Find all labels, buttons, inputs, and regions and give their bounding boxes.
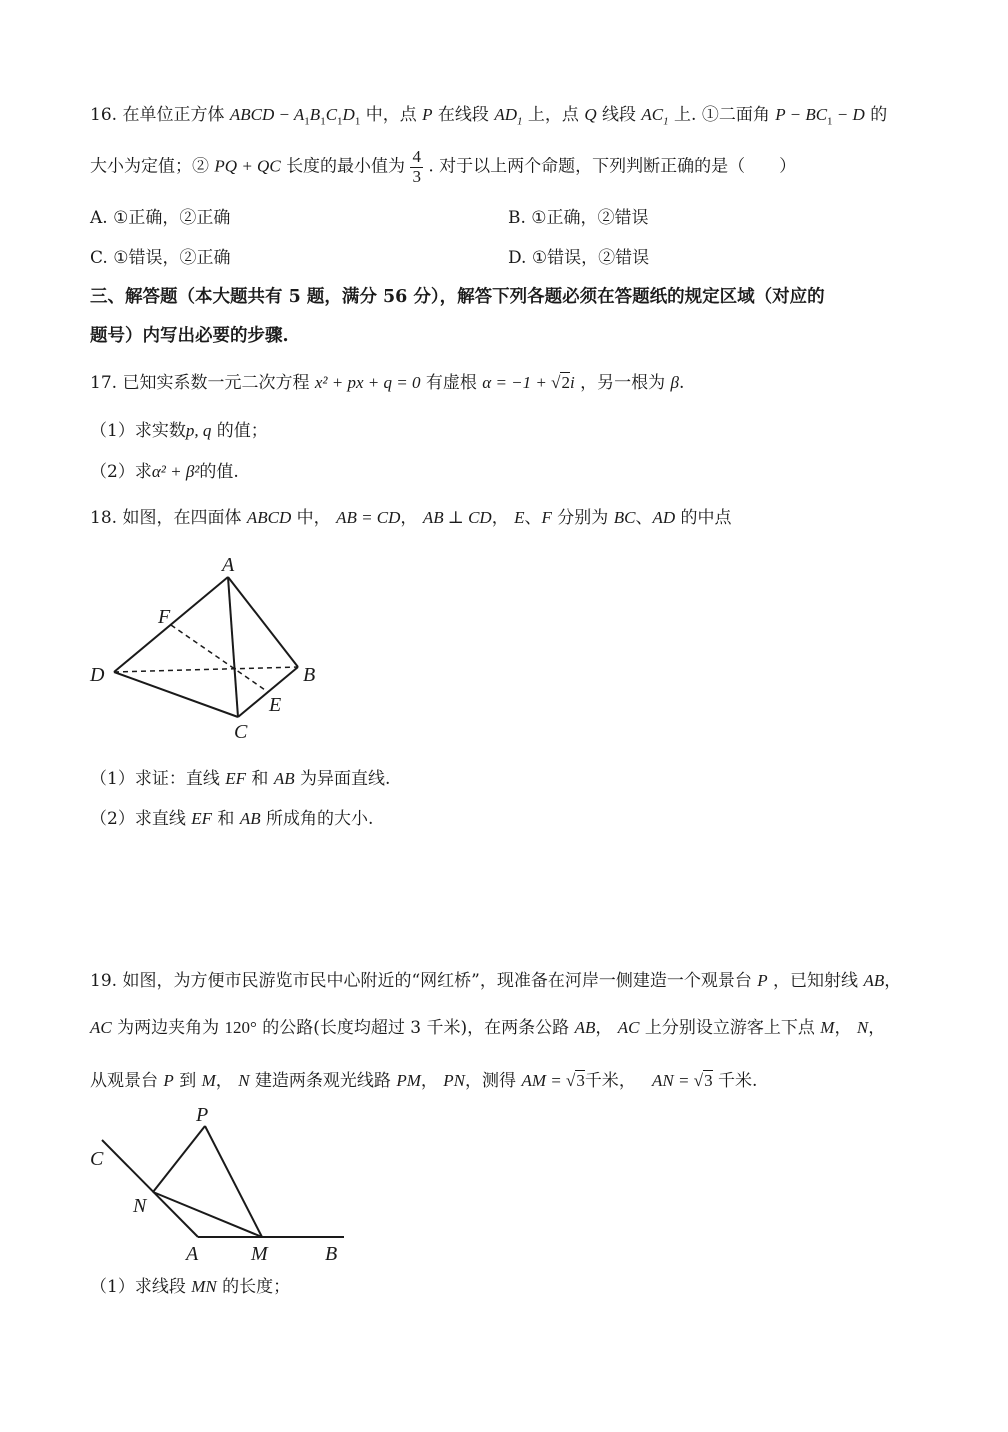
q19-text: 建造两条观光线路 (254, 1071, 391, 1091)
q16-number: 16. (90, 105, 118, 125)
fraction-4-3: $\frac{4}{3}$ (412, 147, 421, 186)
q16-text: 在单位正方体 (122, 105, 225, 125)
label-d: D (90, 664, 105, 686)
q18-text: 如图，在四面体 (122, 508, 242, 528)
q17-text: ，另一根为 (580, 373, 666, 393)
ray-ac: AC (617, 1018, 640, 1037)
option-d: D. ①错误，②错误 (508, 248, 650, 268)
q16-text: 在线段 (437, 105, 489, 125)
q17-text: 的值. (199, 462, 239, 482)
quadratic-equation: x² + px + q = 0 (314, 373, 421, 392)
q17-text: 的值； (216, 421, 268, 441)
path-pm-line (205, 1126, 262, 1237)
length-an: AN = √3 (652, 1071, 713, 1090)
point-e: E (514, 508, 525, 527)
q19-line1: 19. 如图，为方便市民游览市民中心附近的“网红桥”，现准备在河岸一侧建造一个观景台 P ，已知射线 AB， (90, 971, 902, 991)
q18-text: 中， (296, 508, 331, 528)
label-e: E (269, 694, 282, 716)
label-b2: B (325, 1243, 338, 1265)
q19-part1 (90, 1272, 290, 1297)
var-m: M (201, 1071, 216, 1090)
q18-text: （2）求直线 (90, 809, 186, 829)
angle-value: 120° (224, 1018, 257, 1037)
q16-text: 大小为定值；② (90, 156, 209, 177)
segment-nm-line (153, 1192, 262, 1237)
q17-text: （1）求实数 (90, 421, 186, 441)
q19-text: 为两边夹角为 (117, 1018, 220, 1038)
q16-text: 的 (870, 105, 888, 125)
label-f: F (158, 606, 171, 628)
var-n: N (238, 1071, 250, 1090)
edge-dc-line (114, 672, 238, 717)
q18-part1 (90, 764, 390, 789)
q18-text: 分别为 (557, 508, 609, 528)
edge-ad: AD (652, 508, 676, 527)
q18-text: （1）求证：直线 (90, 769, 220, 789)
q17-stem: 17. 已知实系数一元二次方程 x² + px + q = 0 有虚根 α = −1 + √2i ，另一根为 β. (90, 373, 685, 393)
segment-mn: MN (191, 1277, 217, 1296)
expr-alpha-beta: α² + β² (151, 462, 200, 481)
var-q: Q (584, 105, 597, 124)
ray-ab: AB (574, 1018, 596, 1037)
q17-text: 有虚根 (425, 373, 477, 393)
q18-part2 (90, 804, 373, 829)
q19-text: 如图，为方便市民游览市民中心附近的“网红桥”，现准备在河岸一侧建造一个观景台 (122, 971, 752, 991)
edge-ab-line (228, 577, 298, 667)
edge-ac-line (228, 577, 238, 717)
q18-text: 为异面直线. (300, 769, 391, 789)
q19-text: 上分别设立游客上下点 (644, 1018, 815, 1038)
q16-text: . 对于以上两个命题，下列判断正确的是（ ） (428, 156, 797, 177)
q18-text: 和 (251, 769, 269, 789)
dihedral-angle: $P - BC_1 - D$ (775, 105, 865, 128)
condition-equal: AB = CD (336, 508, 401, 527)
edge-bc: BC (613, 508, 636, 527)
q16-text: 上，点 (527, 105, 579, 125)
label-a: A (222, 554, 235, 576)
expr-pq-qc: PQ + QC (214, 156, 281, 176)
ray-ab: AB (863, 971, 885, 990)
q18-number: 18. (90, 508, 118, 528)
cube-name: ABCD − $A_1B_1C_1D_1$ (229, 105, 361, 128)
imaginary-root: α = −1 + √2i (482, 373, 575, 392)
q19-line2: AC 为两边夹角为 120° 的公路(长度均超过 3 千米)，在两条公路 AB， AC 上分别设立游客上下点 M， N， (90, 1018, 886, 1038)
segment-ad1: $AD_1$ (494, 105, 523, 128)
label-m: M (251, 1243, 268, 1265)
q19-text: ，测得 (465, 1071, 517, 1091)
length-am: AM = √3 (521, 1071, 585, 1090)
path-pn: PN (443, 1071, 466, 1090)
q19-text: 从观景台 (90, 1071, 158, 1091)
unit-km: 千米 (584, 1071, 619, 1091)
line-ab: AB (239, 809, 261, 828)
label-c2: C (90, 1148, 104, 1170)
vars-pq: p, q (185, 421, 212, 440)
var-p: P (422, 105, 433, 124)
section-heading-line1: 三、解答题（本大题共有 5 题，满分 56 分），解答下列各题必须在答题纸的规定区域（对应的 (90, 287, 825, 307)
segment-ef-hidden (171, 625, 268, 692)
q18-stem: 18. 如图，在四面体 ABCD 中， AB = CD， AB ⊥ CD， E、F 分别为 BC、AD 的中点 (90, 508, 732, 528)
q17-text: （2）求 (90, 462, 152, 482)
option-c: C. ①错误，②正确 (90, 248, 231, 268)
var-m: M (820, 1018, 835, 1037)
q17-text: 已知实系数一元二次方程 (122, 373, 310, 393)
line-ef: EF (191, 809, 213, 828)
q17-number: 17. (90, 373, 118, 393)
path-pn-line (153, 1126, 205, 1192)
label-p: P (196, 1104, 209, 1126)
var-n: N (856, 1018, 869, 1037)
q19-number: 19. (90, 971, 118, 991)
q19-text: ，已知射线 (773, 971, 859, 991)
var-p: P (757, 971, 768, 990)
q16-text: 中，点 (365, 105, 417, 125)
path-pm: PM (396, 1071, 421, 1090)
var-beta: β (670, 373, 679, 392)
q16-text: 线段 (602, 105, 636, 125)
q19-text: 的长度； (222, 1277, 291, 1297)
label-b: B (303, 664, 316, 686)
label-n: N (133, 1195, 147, 1217)
condition-perp: AB ⊥ CD (422, 508, 492, 527)
edge-db-hidden (114, 667, 298, 672)
ray-ac: AC (90, 1018, 112, 1037)
label-a2: A (186, 1243, 199, 1265)
q19-text: 到 (179, 1071, 197, 1091)
var-p: P (163, 1071, 174, 1090)
segment-ac1: $AC_1$ (641, 105, 669, 128)
q18-text: 和 (217, 809, 235, 829)
q18-text: 的中点 (680, 508, 732, 528)
option-a: A. ①正确，②正确 (90, 208, 231, 228)
section-heading-line2: 题号）内写出必要的步骤. (90, 326, 289, 346)
q19-text: （1）求线段 (90, 1277, 186, 1297)
point-f: F (541, 508, 552, 527)
tetrahedron-name: ABCD (246, 508, 292, 527)
label-c: C (234, 721, 248, 743)
q16-text: 长度的最小值为 (286, 156, 406, 177)
q19-text: 的公路(长度均超过 3 千米)，在两条公路 (262, 1018, 570, 1038)
q18-text: 所成角的大小. (266, 809, 374, 829)
unit-km: 千米 (717, 1071, 752, 1091)
edge-ad-line (114, 577, 228, 672)
option-b: B. ①正确，②错误 (508, 208, 649, 228)
line-ab: AB (273, 769, 295, 788)
line-ef: EF (225, 769, 247, 788)
q16-text: 上. ①二面角 (674, 105, 770, 125)
q19-line3: 从观景台 P 到 M， N 建造两条观光线路 PM， PN，测得 AM = √3千米， AN = √3 千米. (90, 1071, 758, 1091)
